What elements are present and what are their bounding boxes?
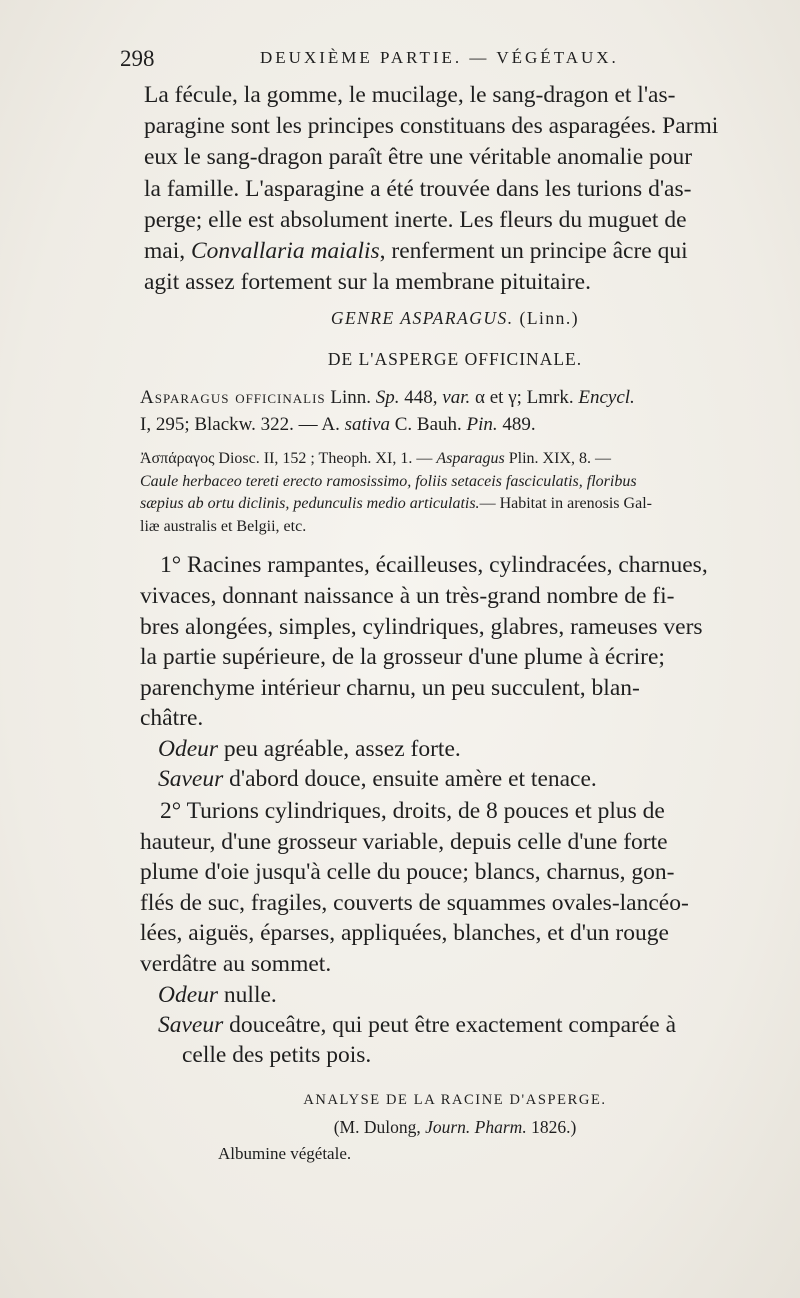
intro-line: La fécule, la gomme, le mucilage, le sang-dragon et l'as- bbox=[144, 82, 676, 108]
analysis-source bbox=[140, 1117, 770, 1138]
odeur-label: Odeur bbox=[158, 735, 219, 762]
racines-line: la partie supérieure, de la grosseur d'une plume à écrire; bbox=[140, 644, 665, 671]
synonym-text: 448, bbox=[399, 387, 443, 409]
turions-line: lées, aiguës, éparses, appliquées, blanches, et d'un rouge bbox=[140, 920, 669, 947]
odeur-line bbox=[140, 734, 770, 764]
intro-line: , renferment un principe âcre qui bbox=[379, 238, 688, 265]
odeur-text: peu agréable, assez forte. bbox=[218, 735, 461, 762]
page-header bbox=[120, 42, 800, 76]
racines-line: châtre. bbox=[140, 705, 204, 732]
running-title: DEUXIÈME PARTIE. — VÉGÉTAUX. bbox=[260, 48, 619, 67]
turions-line: verdâtre au sommet. bbox=[140, 950, 332, 977]
analysis-item: Albumine végétale. bbox=[218, 1143, 352, 1163]
odeur-label: Odeur bbox=[158, 981, 219, 1008]
synonym-text: Linn. bbox=[325, 387, 376, 409]
saveur-line bbox=[140, 764, 770, 794]
latin-description bbox=[140, 448, 770, 538]
turions-line: flés de suc, fragiles, couverts de squammes ovales-lancéo- bbox=[140, 889, 689, 916]
source-text: 1826.) bbox=[526, 1116, 577, 1137]
description-text: liæ australis et Belgii, etc. bbox=[140, 517, 307, 535]
page-body bbox=[140, 80, 770, 1164]
saveur-text: d'abord douce, ensuite amère et tenace. bbox=[223, 765, 597, 792]
description-text: — Habitat in arenosis Gal- bbox=[479, 495, 652, 513]
odeur-line bbox=[140, 980, 770, 1010]
intro-line: mai, bbox=[144, 238, 191, 265]
description-italic: Caule herbaceo tereti erecto ramosissimo, foliis setaceis fasciculatis, floribus bbox=[140, 472, 637, 490]
turions-line: plume d'oie jusqu'à celle du pouce; blancs, charnus, gon- bbox=[140, 859, 675, 886]
synonym-text: I, 295; Blackw. 322. — A. bbox=[140, 414, 345, 436]
racines-line: vivaces, donnant naissance à un très-grand nombre de fi- bbox=[140, 583, 675, 610]
saveur-text: douceâtre, qui peut être exactement comparée à bbox=[223, 1011, 677, 1038]
page-number: 298 bbox=[120, 46, 155, 71]
intro-line: perge; elle est absolument inerte. Les fleurs du muguet de bbox=[144, 206, 687, 233]
odeur-text: nulle. bbox=[218, 981, 277, 1008]
saveur-continuation: celle des petits pois. bbox=[182, 1041, 372, 1068]
description-italic: sæpius ab ortu diclinis, pedunculis medio articulatis. bbox=[140, 495, 480, 513]
genre-name: GENRE ASPARAGUS. bbox=[330, 308, 514, 329]
genre-heading bbox=[140, 308, 770, 329]
genre-authority: (Linn.) bbox=[513, 308, 580, 329]
synonym-italic: Encycl. bbox=[578, 387, 635, 409]
intro-line: agit assez fortement sur la membrane pituitaire. bbox=[144, 269, 591, 296]
saveur-label: Saveur bbox=[158, 765, 224, 792]
species-name-italic: Convallaria maialis bbox=[191, 238, 380, 265]
turions-line: hauteur, d'une grosseur variable, depuis celle d'une forte bbox=[140, 828, 668, 855]
intro-line: eux le sang-dragon paraît être une véritable anomalie pour bbox=[144, 144, 693, 171]
racines-line: 1° Racines rampantes, écailleuses, cylindracées, charnues, bbox=[160, 552, 708, 579]
source-text: (M. Dulong, bbox=[333, 1116, 426, 1137]
synonym-text: α et γ; Lmrk. bbox=[470, 387, 579, 409]
intro-paragraph bbox=[144, 80, 770, 298]
racines-paragraph bbox=[140, 550, 770, 734]
turions-line: 2° Turions cylindriques, droits, de 8 pouces et plus de bbox=[160, 797, 665, 824]
description-text: Plin. XIX, 8. — bbox=[504, 450, 611, 468]
saveur-label: Saveur bbox=[158, 1011, 224, 1038]
synonym-text: C. Bauh. bbox=[389, 414, 467, 436]
saveur-line bbox=[140, 1010, 770, 1070]
intro-line: la famille. L'asparagine a été trouvée dans les turions d'as- bbox=[144, 175, 692, 202]
synonym-italic: sativa bbox=[344, 414, 390, 436]
description-italic: Asparagus bbox=[436, 450, 505, 468]
description-text: Ἀσπάραγος Diosc. II, 152 ; Theoph. XI, 1. — bbox=[140, 450, 437, 468]
turions-paragraph bbox=[140, 796, 770, 980]
synonym-italic: Pin. bbox=[466, 414, 498, 436]
intro-line: paragine sont les principes constituans des asparagées. Parmi bbox=[144, 113, 719, 140]
racines-line: bres alongées, simples, cylindriques, glabres, rameuses vers bbox=[140, 613, 703, 640]
synonymy-block bbox=[140, 384, 770, 438]
species-heading: DE L'ASPERGE OFFICINALE. bbox=[327, 349, 583, 370]
analysis-heading: ANALYSE DE LA RACINE D'ASPERGE. bbox=[303, 1091, 607, 1108]
synonym-italic: Sp. bbox=[375, 387, 400, 409]
synonym-name: Asparagus officinalis bbox=[140, 387, 326, 409]
synonym-italic: var. bbox=[442, 387, 471, 409]
racines-line: parenchyme intérieur charnu, un peu succulent, blan- bbox=[140, 674, 640, 701]
synonym-text: 489. bbox=[497, 414, 536, 436]
source-journal: Journ. Pharm. bbox=[425, 1116, 527, 1137]
